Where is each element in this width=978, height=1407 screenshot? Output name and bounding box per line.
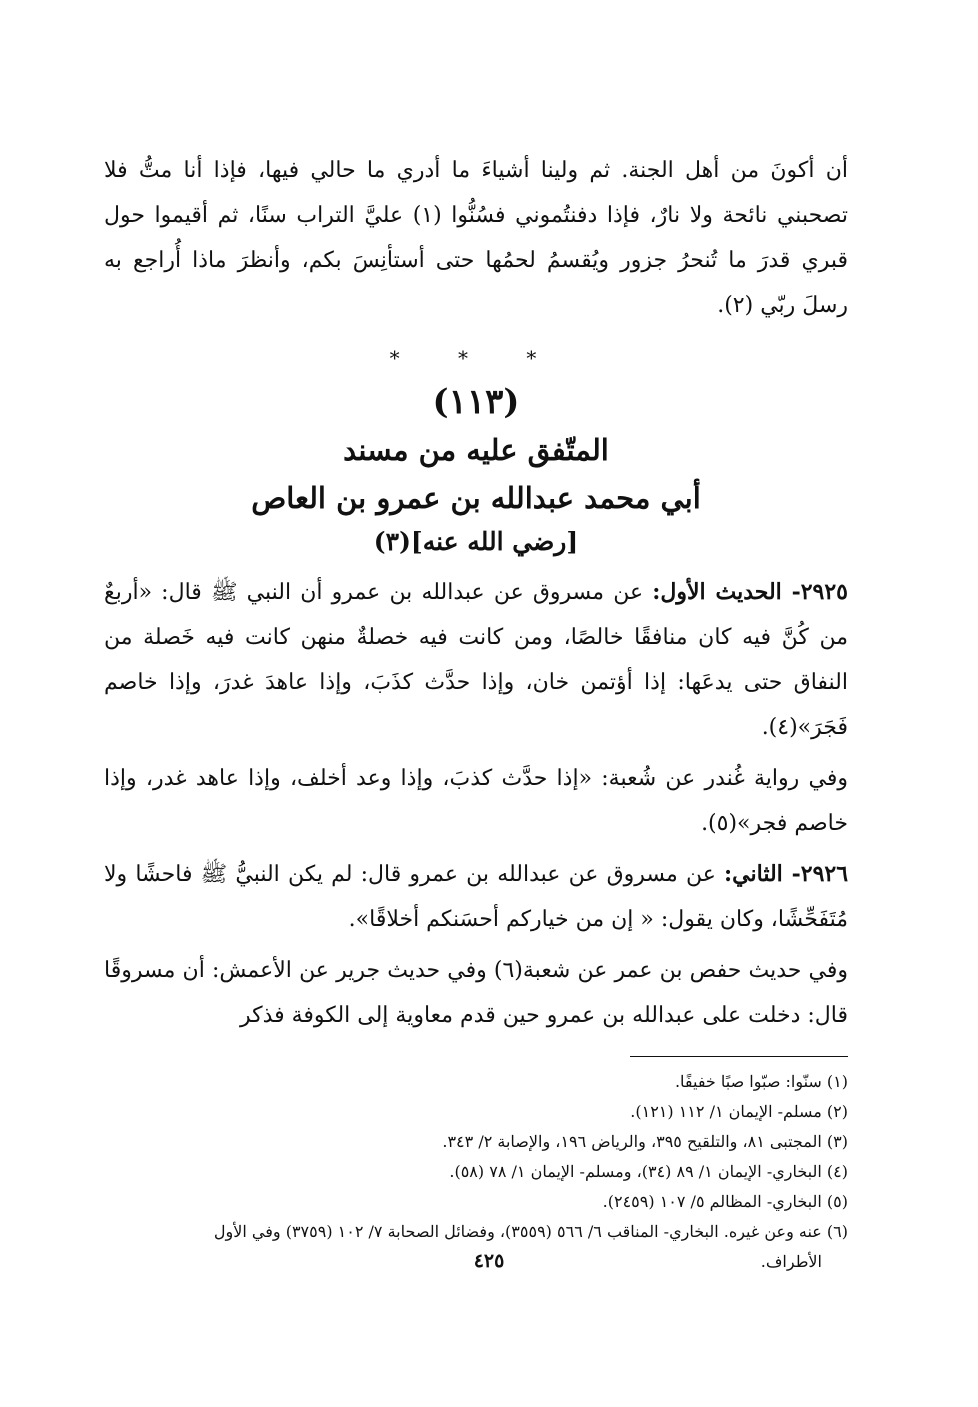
footnote-6-continuation: الأطراف. (760, 1252, 822, 1271)
hadith-2925-rewaya: وفي رواية غُندر عن شُعبة: «إذا حدَّث كذبَ، وإذا وعد أخلف، وإذا عاهد غدر، وإذا خاصم فجر»(٥). (104, 766, 848, 836)
hadith-2926-text: عن مسروق عن عبدالله بن عمرو قال: لم يكن النبيُّ ﷺ فاحشًا ولا مُتَفَحِّشًا، وكان يقول: « إن من خياركم أحسَنكم أخلاقًا». (104, 862, 848, 932)
hadith-2925 (104, 570, 848, 750)
opening-paragraph: أن أكونَ من أهل الجنة. ثم ولينا أشياءَ ما أدري ما حالي فيها، فإذا أنا متُّ فلا تصحبني نائحة ولا نارٌ، فإذا دفنتُموني فسُنُّوا (١) عليَّ التراب سنًا، ثم أقيموا حول قبري قدرَ ما تُنحرُ جزور ويُقسمُ لحمُها حتى أستأنِسَ بكم، وأنظرَ ماذا أُراجع به رسلَ ربّي (٢). (104, 158, 848, 318)
footnote-1: (١) سنّوا: صبّوا صبًا خفيفًا. (674, 1072, 848, 1091)
page-number: ٤٢٥ (473, 1250, 505, 1272)
footnote-6: (٦) عنه وعن غيره. البخاري- المناقب ٦/ ٥٦٦ (٣٥٥٩)، وفضائل الصحابة ٧/ ١٠٢ (٣٧٥٩) وفي الأول (213, 1222, 848, 1241)
hadith-2926-continuation: وفي حديث حفص بن عمر عن شعبة(٦) وفي حديث جرير عن الأعمش: أن مسروقًا قال: دخلت على عبدالله بن عمرو حين قدم معاوية إلى الكوفة فذكر (104, 958, 848, 1028)
section-separator: * * * (389, 346, 563, 370)
page-content (104, 148, 848, 1277)
footnote-divider (630, 1056, 848, 1057)
footnote-2: (٢) مسلم- الإيمان ١/ ١١٢ (١٢١). (630, 1102, 848, 1121)
chapter-title-line1: المتّفق عليه من مسند (343, 433, 609, 467)
footnotes (104, 1067, 848, 1277)
footnote-3: (٣) المجتبى ٨١، والتلقيح ٣٩٥، والرياض ١٩٦، والإصابة ٢/ ٣٤٣. (442, 1132, 848, 1151)
footnote-4: (٤) البخاري- الإيمان ١/ ٨٩ (٣٤)، ومسلم- الإيمان ١/ ٧٨ (٥٨). (449, 1162, 848, 1181)
chapter-title-line2: أبي محمد عبدالله بن عمرو بن العاص (251, 481, 701, 515)
hadith-2926 (104, 852, 848, 942)
hadith-2925-text: عن مسروق عن عبدالله بن عمرو أن النبي ﷺ قال: «أربعٌ من كُنَّ فيه كان منافقًا خالصًا، ومن كانت فيه خصلةٌ منهن كانت فيه خَصلة من النفاق حتى يدعَها: إذا أؤتمن خان، وإذا حدَّث كذَبَ، وإذا عاهدَ غدرَ، وإذا خاصم فَجَرَ»(٤). (104, 580, 848, 740)
chapter-title-line3: [رضي الله عنه](٣) (373, 527, 579, 556)
hadith-2926-label: ٢٩٢٦- الثاني: (724, 861, 849, 887)
chapter-number: (١١٣) (432, 382, 520, 422)
footnote-5: (٥) البخاري- المظالم ٥/ ١٠٧ (٢٤٥٩). (602, 1192, 848, 1211)
hadith-2925-label: ٢٩٢٥- الحديث الأول: (652, 579, 848, 605)
